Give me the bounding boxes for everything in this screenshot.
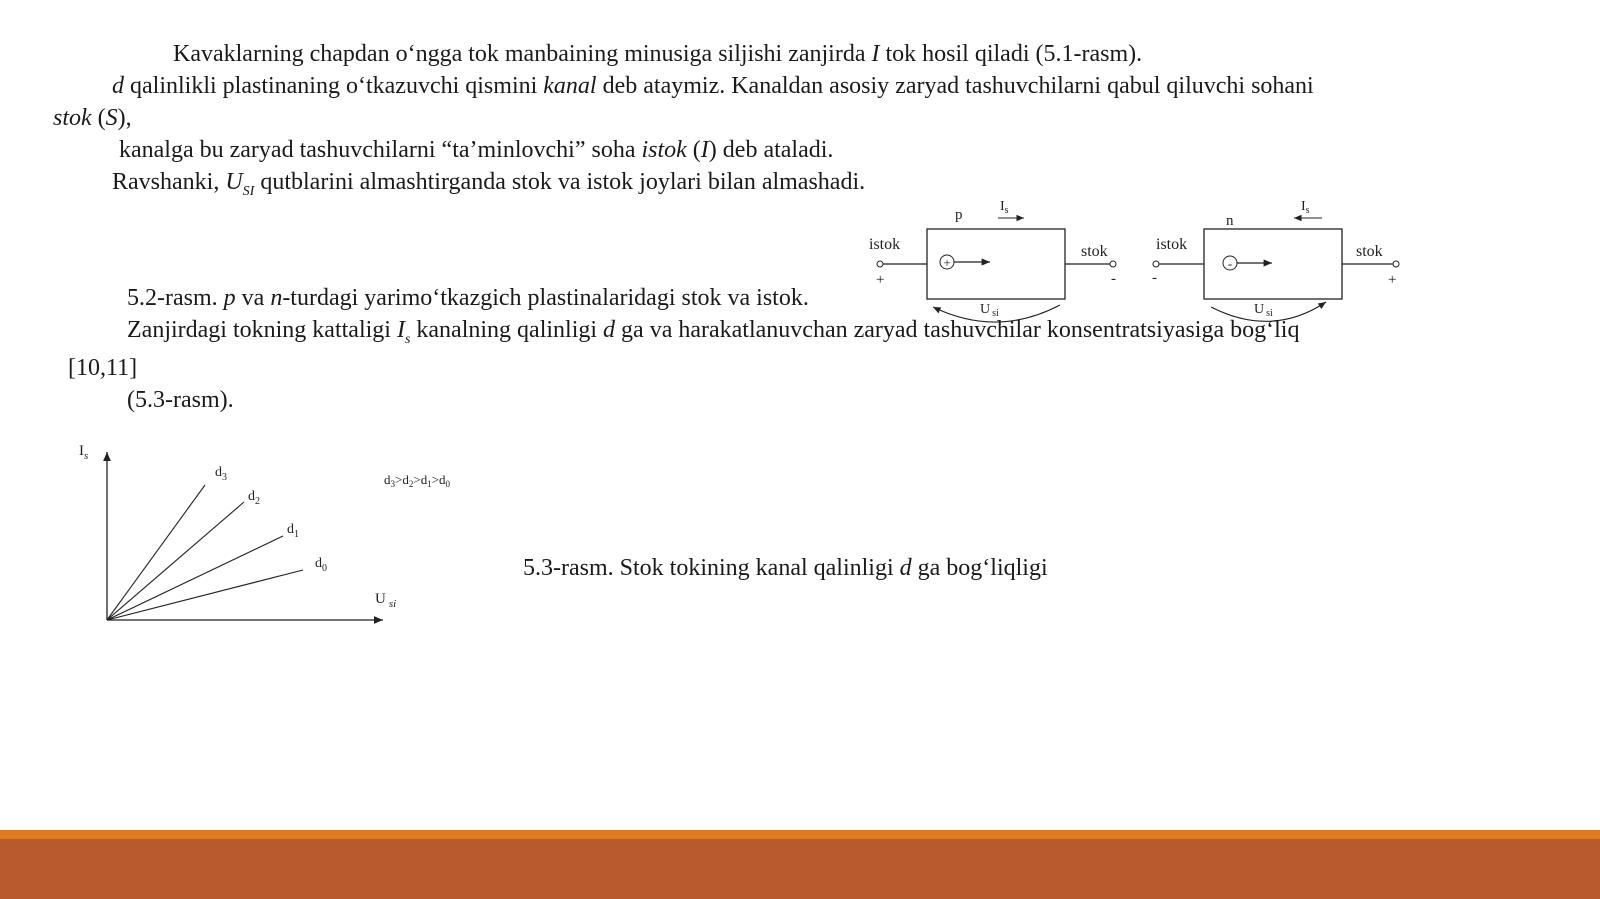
figure-5-2-caption [127, 284, 809, 312]
text-run: ( [686, 137, 701, 163]
text-run: ga va harakatlanuvchan zaryad tashuvchilar konsentratsiyasiga bog‘liq [615, 317, 1300, 343]
text-run: qalinlikli plastinaning o‘tkazuvchi qismini [124, 73, 544, 99]
paragraph-line-3 [53, 104, 132, 132]
figure-reference-line [127, 386, 234, 414]
p-right-terminal [1110, 261, 1116, 267]
footer-band [0, 839, 1600, 899]
paragraph-line-1 [173, 40, 1142, 68]
text-run: ), [117, 105, 132, 131]
text-run: ga bog‘liqligi [911, 555, 1048, 581]
text-run: U [225, 169, 243, 195]
text-run: I [700, 137, 709, 163]
text-run: istok [641, 137, 687, 163]
footer-accent-stripe [0, 830, 1600, 839]
figure-5-3-caption [523, 554, 1048, 582]
p-plus-terminal-label: + [876, 272, 885, 288]
reference-text: [10,11] [68, 355, 138, 381]
p-type-plate [869, 199, 1116, 322]
n-istok-label: istok [1156, 236, 1188, 253]
n-left-terminal [1153, 261, 1159, 267]
text-run: d [899, 555, 912, 581]
text-run: d [112, 73, 124, 99]
text-run: kanalga bu zaryad tashuvchilarni “ta’minlovchi” soha [119, 137, 642, 163]
text-run: I [396, 317, 405, 343]
d3-label: $d_3$ [215, 465, 227, 483]
text-run: kanalning qalinligi [410, 317, 604, 343]
p-left-terminal [877, 261, 883, 267]
text-run: ) deb ataladi. [708, 137, 834, 163]
n-plate-box [1204, 229, 1342, 299]
text-subscript: SI [242, 184, 255, 199]
text-run: I [871, 41, 880, 67]
x-axis-label: U $_{si}$ [375, 591, 397, 610]
text-run: Ravshanki, [112, 169, 226, 195]
p-type-label: p [955, 207, 963, 223]
paragraph-line-4 [119, 136, 833, 164]
p-stok-label: stok [1081, 243, 1108, 260]
text-run: va [235, 285, 271, 311]
text-run: 5.3-rasm. Stok tokining kanal qalinligi [523, 555, 900, 581]
curve-d3 [107, 485, 205, 620]
text-run: n [270, 285, 283, 311]
paragraph-line-2 [112, 72, 1314, 100]
text-run: 5.2-rasm. [127, 285, 224, 311]
d1-label: $d_1$ [287, 522, 299, 540]
curve-d1 [107, 536, 283, 620]
d0-label: $d_0$ [315, 556, 327, 574]
text-run: p [223, 285, 236, 311]
p-minus-terminal-label: - [1111, 271, 1116, 287]
text-run: tok hosil qiladi (5.1-rasm). [879, 41, 1143, 67]
n-stok-label: stok [1356, 243, 1383, 260]
n-type-label: n [1226, 213, 1234, 229]
figure-reference-text: (5.3-rasm). [127, 387, 234, 413]
d2-label: $d_2$ [248, 489, 260, 507]
figure-5-2 [850, 192, 1410, 324]
electron-minus-sign: - [1227, 256, 1233, 271]
n-minus-terminal-label: - [1152, 270, 1157, 286]
text-run: deb ataymiz. Kanaldan asosiy zaryad tashuvchilarni qabul qiluvchi sohani [596, 73, 1314, 99]
n-plus-terminal-label: + [1388, 272, 1397, 288]
y-axis-label: $I_s$ [79, 443, 89, 462]
thickness-relation: $d_3>d_2>d_1>d_0$ [384, 472, 451, 489]
text-run: Kavaklarning chapdan o‘ngga tok manbaining minusiga siljishi zanjirda [173, 41, 872, 67]
text-run: qutblarini almashtirganda stok va istok joylari bilan almashadi. [254, 169, 866, 195]
n-right-terminal [1393, 261, 1399, 267]
p-is-label: $I_s$ [1000, 199, 1009, 216]
text-subscript: s [404, 332, 411, 347]
paragraph-line-5 [112, 168, 865, 200]
p-istok-label: istok [869, 236, 901, 253]
text-run: Zanjirdagi tokning kattaligi [127, 317, 397, 343]
text-run: ( [91, 105, 106, 131]
text-run: kanal [543, 73, 597, 99]
n-usi-label: U $_{si}$ [1254, 302, 1273, 319]
text-run: -turdagi yarimo‘tkazgich plastinalaridagi stok va istok. [282, 285, 809, 311]
hole-plus-sign: + [943, 255, 951, 270]
text-run: S [105, 105, 118, 131]
text-run: d [603, 317, 616, 343]
n-type-plate [1152, 199, 1399, 321]
figure-5-3 [70, 432, 500, 628]
n-is-label: $I_s$ [1301, 199, 1310, 216]
p-usi-label: U $_{si}$ [980, 302, 999, 319]
reference-line [68, 354, 137, 382]
text-run: stok [53, 105, 92, 131]
